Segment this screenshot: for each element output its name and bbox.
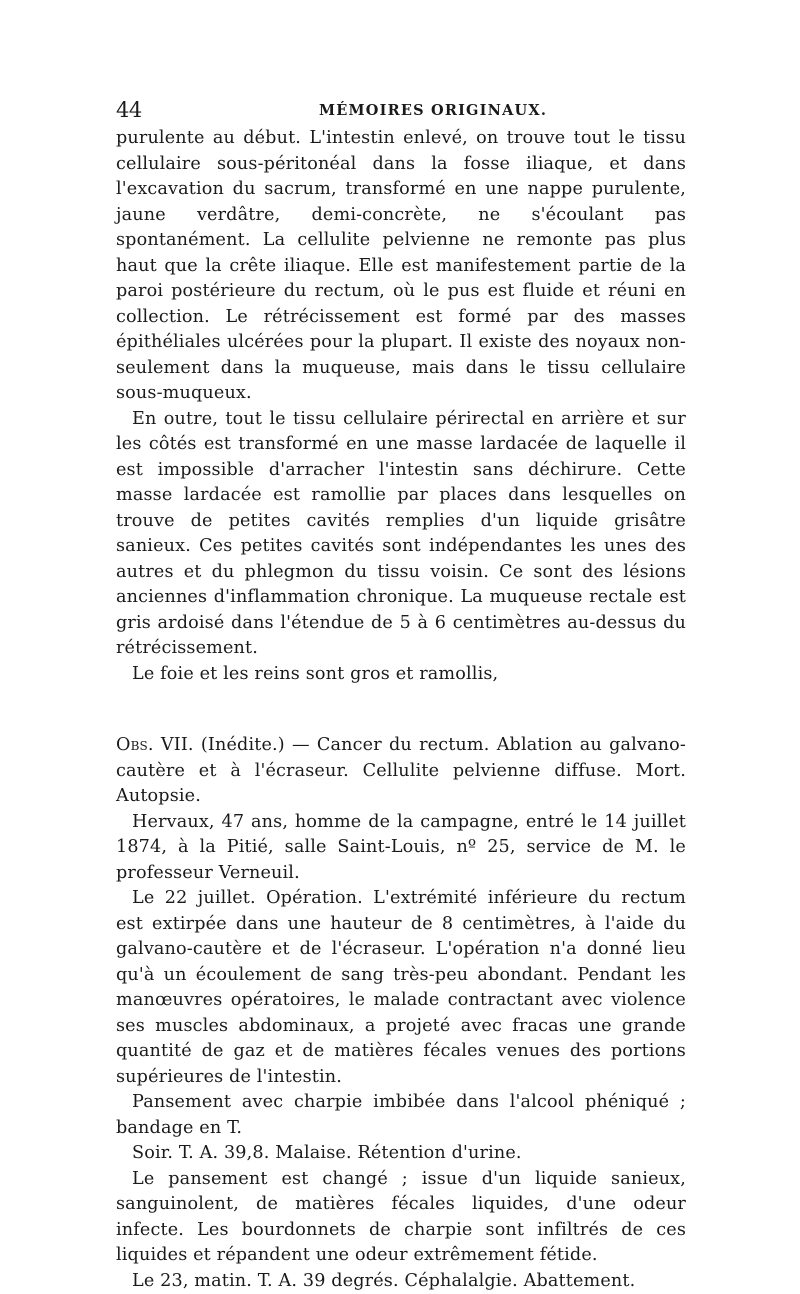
paragraph: Hervaux, 47 ans, homme de la campagne, entré le 14 juillet 1874, à la Pitié, salle Saint-Louis, nº 25, service de M. le professeur Verneuil.: [116, 810, 686, 887]
paragraph: Pansement avec charpie imbibée dans l'alcool phéniqué ; bandage en T.: [116, 1090, 686, 1141]
document-page: [116, 96, 686, 1294]
page-number: 44: [116, 96, 142, 124]
paragraph: En outre, tout le tissu cellulaire périrectal en arrière et sur les côtés est transformé en une masse lardacée de laquelle il est impossible d'arracher l'intestin sans déchirure. Cette masse lardacée est ramollie par places dans lesquelles on trouve de petites cavités remplies d'un liquide grisâtre sanieux. Ces petites cavités sont indépendantes les unes des autres et du phlegmon du tissu voisin. Ce sont des lésions anciennes d'inflammation chronique. La muqueuse rectale est gris ardoisé dans l'étendue de 5 à 6 centimètres au-dessus du rétrécissement.: [116, 407, 686, 662]
observation-label: Obs. VII.: [116, 735, 194, 755]
paragraph: Le foie et les reins sont gros et ramollis,: [116, 662, 686, 688]
page-header: [116, 96, 686, 126]
observation-heading: [116, 733, 686, 810]
running-title: MÉMOIRES ORIGINAUX.: [319, 101, 547, 121]
paragraph: Soir. T. A. 39,8. Malaise. Rétention d'urine.: [116, 1141, 686, 1167]
section-gap: [116, 687, 686, 733]
paragraph: Le 23, matin. T. A. 39 degrés. Céphalalgie. Abattement.: [116, 1269, 686, 1294]
paragraph: Le 22 juillet. Opération. L'extrémité inférieure du rectum est extirpée dans une hauteur de 8 centimètres, à l'aide du galvano-cautère et de l'écraseur. L'opération n'a donné lieu qu'à un écoulement de sang très-peu abondant. Pendant les manœuvres opératoires, le malade contractant avec violence ses muscles abdominaux, a projeté avec fracas une grande quantité de gaz et de matières fécales venues des portions supérieures de l'intestin.: [116, 886, 686, 1090]
body-text: [116, 126, 686, 1294]
paragraph: Le pansement est changé ; issue d'un liquide sanieux, sanguinolent, de matières fécales liquides, d'une odeur infecte. Les bourdonnets de charpie sont infiltrés de ces liquides et répandent une odeur extrêmement fétide.: [116, 1167, 686, 1269]
observation-title: (Inédite.) — Cancer du rectum. Ablation au galvano-cautère et à l'écraseur. Cellulite pelvienne diffuse. Mort. Autopsie.: [116, 735, 686, 806]
paragraph: purulente au début. L'intestin enlevé, on trouve tout le tissu cellulaire sous-péritonéal dans la fosse iliaque, et dans l'excavation du sacrum, transformé en une nappe purulente, jaune verdâtre, demi-concrète, ne s'écoulant pas spontanément. La cellulite pelvienne ne remonte pas plus haut que la crête iliaque. Elle est manifestement partie de la paroi postérieure du rectum, où le pus est fluide et réuni en collection. Le rétrécissement est formé par des masses épithéliales ulcérées pour la plupart. Il existe des noyaux non-seulement dans la muqueuse, mais dans le tissu cellulaire sous-muqueux.: [116, 126, 686, 407]
